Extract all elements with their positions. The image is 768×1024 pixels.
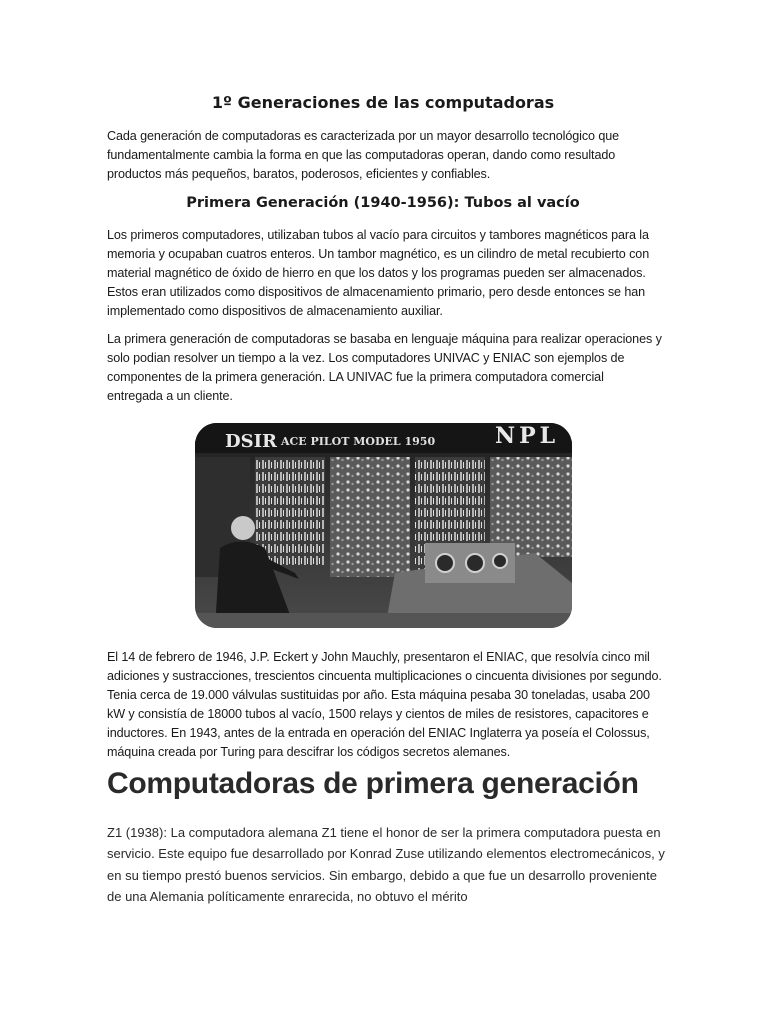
ace-pilot-photo	[195, 423, 572, 628]
paragraph-machine-language: La primera generación de computadoras se basaba en lenguaje máquina para realizar operaciones y solo podian resolver un tiempo a la vez. Los computadores UNIVAC y ENIAC son ejemplos de componentes de la primera generación. LA UNIVAC fue la primera computadora comercial entregada a un cliente.	[107, 332, 662, 403]
paragraph-z1: Z1 (1938): La computadora alemana Z1 tiene el honor de ser la primera computadora puesta en servicio. Este equipo fue desarrollado por Konrad Zuse utilizando elementos electromecánicos, y en su tiempo prestó buenos servicios. Sin embargo, debido a que fue un desarrollo proveniente de una Alemania políticamente enrarecida, no obtuvo el mérito	[107, 825, 665, 905]
photo-label-npl: NPL	[495, 423, 560, 449]
paragraph-eniac: El 14 de febrero de 1946, J.P. Eckert y John Mauchly, presentaron el ENIAC, que resolvía cinco mil adiciones y sustracciones, trescientos cincuenta multiplicaciones o cincuenta divisiones por segundo. Tenia cerca de 19.000 válvulas sustituidas por año. Esta máquina pesaba 30 toneladas, usaba 200 kW y consistía de 18000 tubos al vacío, 1500 relays y cientos de miles de resistores, capacitores e inductores. En 1943, antes de la entrada en operación del ENIAC Inglaterra ya poseía el Colossus, máquina creada por Turing para descifrar los códigos secretos alemanes.	[107, 650, 662, 759]
photo-label-model: ACE PILOT MODEL 1950	[281, 435, 436, 448]
intro-paragraph: Cada generación de computadoras es caracterizada por un mayor desarrollo tecnológico que fundamentalmente cambia la forma en que las computadoras operan, dando como resultado productos más pequeños, baratos, poderosos, eficientes y confiables.	[107, 129, 620, 181]
section-title: Primera Generación (1940-1956): Tubos al vacío	[186, 195, 580, 211]
document-title: 1º Generaciones de las computadoras	[211, 93, 555, 112]
paragraph-vacuum-tubes: Los primeros computadores, utilizaban tubos al vacío para circuitos y tambores magnéticos para la memoria y ocupaban cuatros enteros. Un tambor magnético, es un cilindro de metal recubierto con material magnético de óxido de hierro en que los datos y los programas pueden ser almacenados. Estos eran utilizados como dispositivos de almacenamiento primario, pero desde entonces se han implementado como dispositivos de almacenamiento auxiliar.	[107, 228, 650, 318]
photo-label-dsir: DSIR	[225, 431, 277, 452]
first-gen-heading: Computadoras de primera generación	[107, 767, 639, 800]
